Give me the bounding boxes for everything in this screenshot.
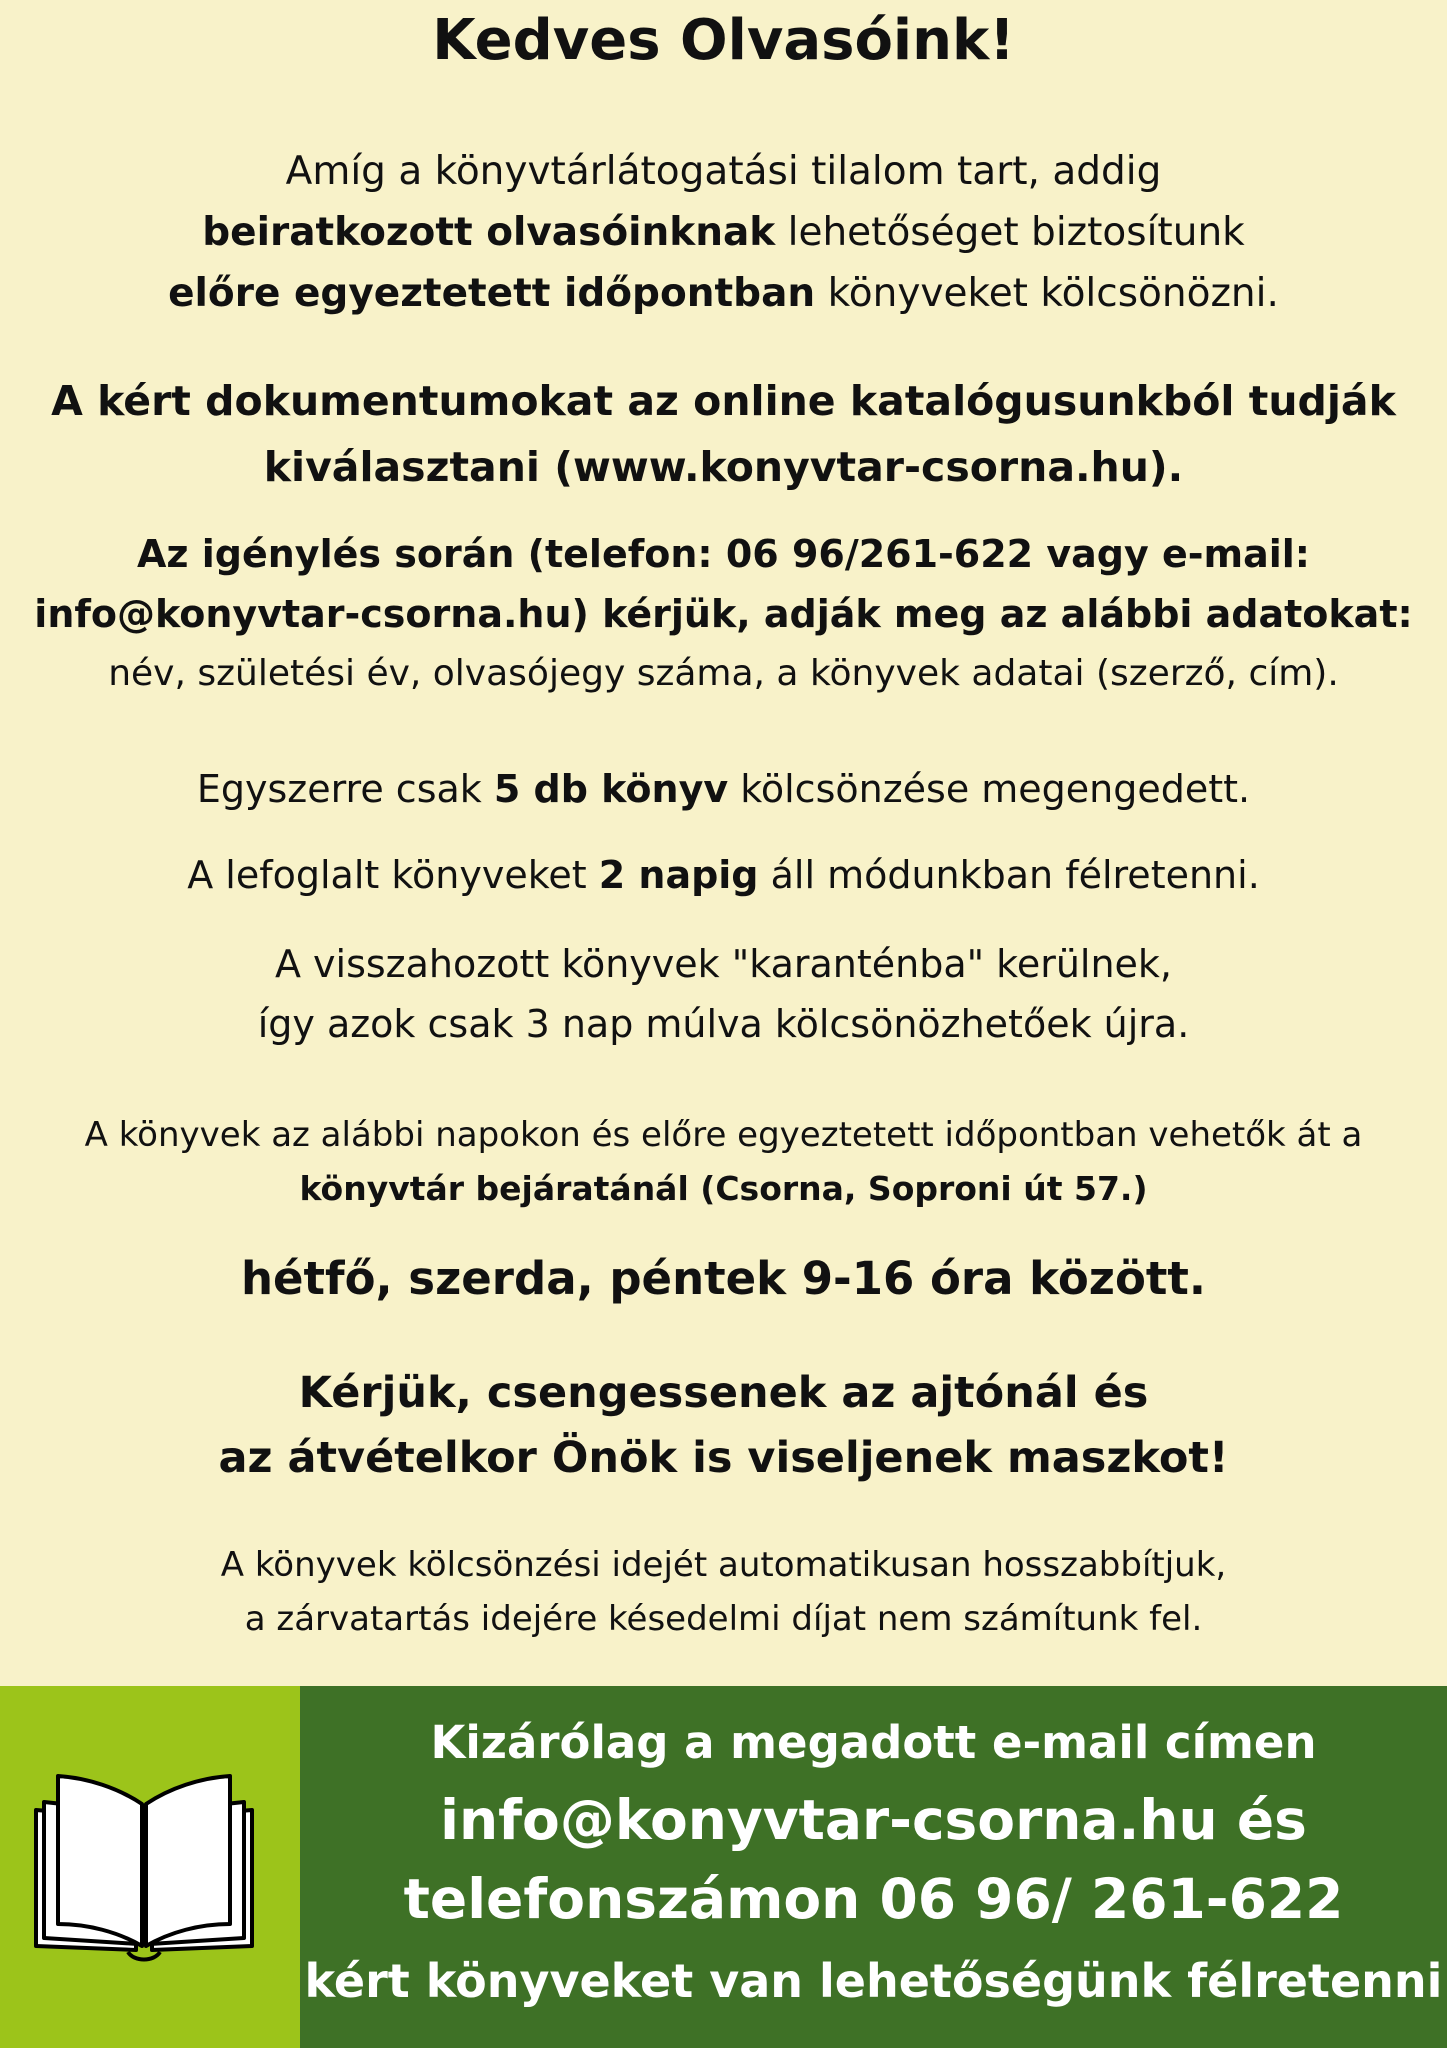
ring-line-1: Kérjük, csengessenek az ajtónál és [298,1368,1149,1418]
opening-hours: hétfő, szerda, péntek 9-16 óra között. [240,1252,1207,1305]
request-line-1: Az igénylés során (telefon: 06 96/261-622 vagy e-mail: [137,532,1310,576]
limit-line [0,767,1447,811]
banner-text-panel [300,1686,1447,2048]
banner-phone: telefonszámon 06 96/ 261-622 [403,1867,1344,1931]
page-title: Kedves Olvasóink! [432,8,1015,73]
intro-line-2-rest: lehetőséget biztosítunk [775,210,1245,255]
request-line-3: név, születési év, olvasójegy száma, a könyvek adatai (szerző, cím). [108,653,1339,694]
limit-bold: 5 db könyv [493,767,729,811]
pickup-line-1: A könyvek az alábbi napokon és előre egyeztetett időpontban vehetők át a [84,1115,1363,1155]
limit-pre: Egyszerre csak [196,767,494,811]
ring-line-2: az átvételkor Önök is viseljenek maszkot! [218,1433,1229,1483]
extension-line-1: A könyvek kölcsönzési idejét automatikusan hosszabbítjuk, [220,1545,1227,1585]
request-line-2: info@konyvtar-csorna.hu) kérjük, adják meg az alábbi adatokat: [34,592,1413,636]
intro-line-2-bold: beiratkozott olvasóinknak [202,210,776,255]
limit-post: kölcsönzése megengedett. [728,767,1251,811]
intro-line-3 [0,271,1447,316]
contact-banner [0,1686,1447,2048]
banner-line-1: Kizárólag a megadott e-mail címen [430,1716,1317,1769]
catalog-line-1: A kért dokumentumokat az online katalógusunkból tudják [51,377,1396,425]
banner-line-4: kért könyveket van lehetőségünk félretenni [304,1954,1443,2008]
quarantine-line-1: A visszahozott könyvek "karanténba" kerülnek, [274,942,1173,986]
intro-line-3-rest: könyveket kölcsönözni. [815,271,1279,316]
extension-line-2: a zárvatartás idejére késedelmi díjat nem számítunk fel. [244,1599,1203,1639]
reserve-pre: A lefoglalt könyveket [187,853,599,897]
catalog-line-2: kiválasztani (www.konyvtar-csorna.hu). [263,443,1184,491]
reserve-post: áll módunkban félretenni. [758,853,1260,897]
banner-icon-panel [0,1686,300,2048]
banner-email: info@konyvtar-csorna.hu és [440,1788,1307,1852]
quarantine-line-2: így azok csak 3 nap múlva kölcsönözhetőek újra. [257,1002,1190,1046]
intro-line-1: Amíg a könyvtárlátogatási tilalom tart, addig [285,149,1162,194]
open-book-icon [28,1768,260,1968]
reserve-bold: 2 napig [598,853,759,897]
intro-line-3-bold: előre egyeztetett időpontban [168,271,816,316]
pickup-line-2: könyvtár bejáratánál (Csorna, Soproni út 57.) [299,1169,1148,1208]
intro-line-2 [0,210,1447,255]
reserve-line [0,853,1447,897]
